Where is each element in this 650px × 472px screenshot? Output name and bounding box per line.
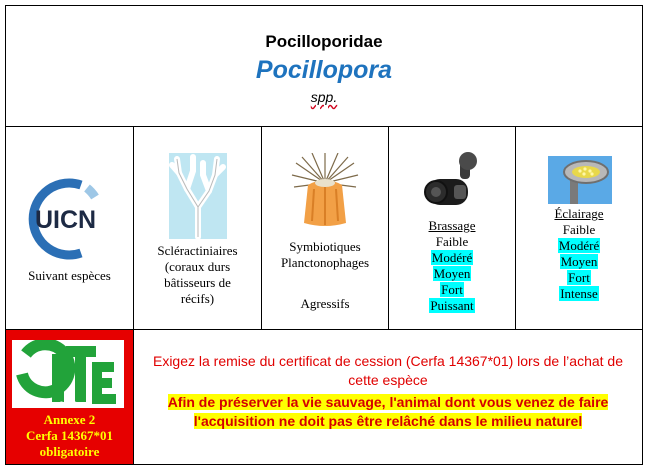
characteristics-row (6, 127, 642, 330)
feeding-line: Symbiotiques (289, 239, 361, 254)
light-level: Intense (560, 286, 598, 301)
species-sheet (5, 5, 643, 465)
flow-level: Modéré (431, 250, 473, 265)
family-name: Pocilloporidae (265, 32, 383, 51)
coral-type-line: Scléractiniaires (157, 243, 238, 258)
light-cell (516, 127, 642, 329)
uicn-logo-text: UICN (35, 206, 97, 234)
wave-pump-icon (424, 149, 482, 213)
light-level: Moyen (560, 254, 598, 269)
flow-level: Moyen (433, 266, 471, 281)
cites-logo (12, 340, 124, 408)
cites-logo-text: CITES (59, 402, 77, 408)
flow-cell (389, 127, 516, 329)
uicn-logo-icon (21, 175, 119, 263)
notice-cell (134, 330, 642, 464)
light-level: Faible (562, 222, 596, 237)
light-level: Modéré (558, 238, 600, 253)
uicn-label: Suivant espèces (28, 268, 111, 283)
flow-level: Fort (441, 282, 463, 297)
coral-type-line: bâtisseurs de (164, 275, 231, 290)
feeding-cell (262, 127, 389, 329)
led-lamp-icon (548, 156, 612, 204)
coral-type-line: récifs) (180, 291, 215, 306)
light-level: Fort (568, 270, 590, 285)
coral-type-cell (134, 127, 262, 329)
genus-name: Pocillopora (255, 56, 393, 84)
notice-line: Afin de préserver la vie sauvage, l'animal dont vous venez de faire (167, 394, 609, 410)
certificate-notice (134, 352, 642, 390)
light-title: Éclairage (554, 206, 604, 221)
flow-level: Puissant (430, 298, 474, 313)
cites-logo-icon (12, 340, 124, 408)
uicn-cell (6, 127, 134, 329)
coral-type-line: (coraux durs (164, 259, 231, 274)
cites-line: Annexe 2 (43, 412, 96, 427)
feeding-line: Planctonophages (280, 255, 370, 270)
coral-polyp-icon (290, 153, 360, 227)
regulation-row (6, 330, 642, 464)
notice-line: Exigez la remise du certificat de cession (Cerfa 14367*01) lors de l’achat de (152, 353, 624, 369)
notice-line: cette espèce (348, 372, 428, 388)
release-warning (134, 393, 642, 431)
species-header (6, 6, 642, 127)
flow-title: Brassage (428, 218, 476, 233)
cites-line: obligatoire (39, 444, 100, 459)
flow-level: Faible (435, 234, 469, 249)
cites-line: Cerfa 14367*01 (25, 428, 113, 443)
branching-coral-icon (169, 153, 227, 239)
cites-cell (6, 330, 134, 464)
species-name: spp. (310, 89, 338, 105)
behaviour-label: Agressifs (300, 296, 350, 311)
notice-line: l'acquisition ne doit pas être relâché dans le milieu naturel (193, 413, 583, 429)
